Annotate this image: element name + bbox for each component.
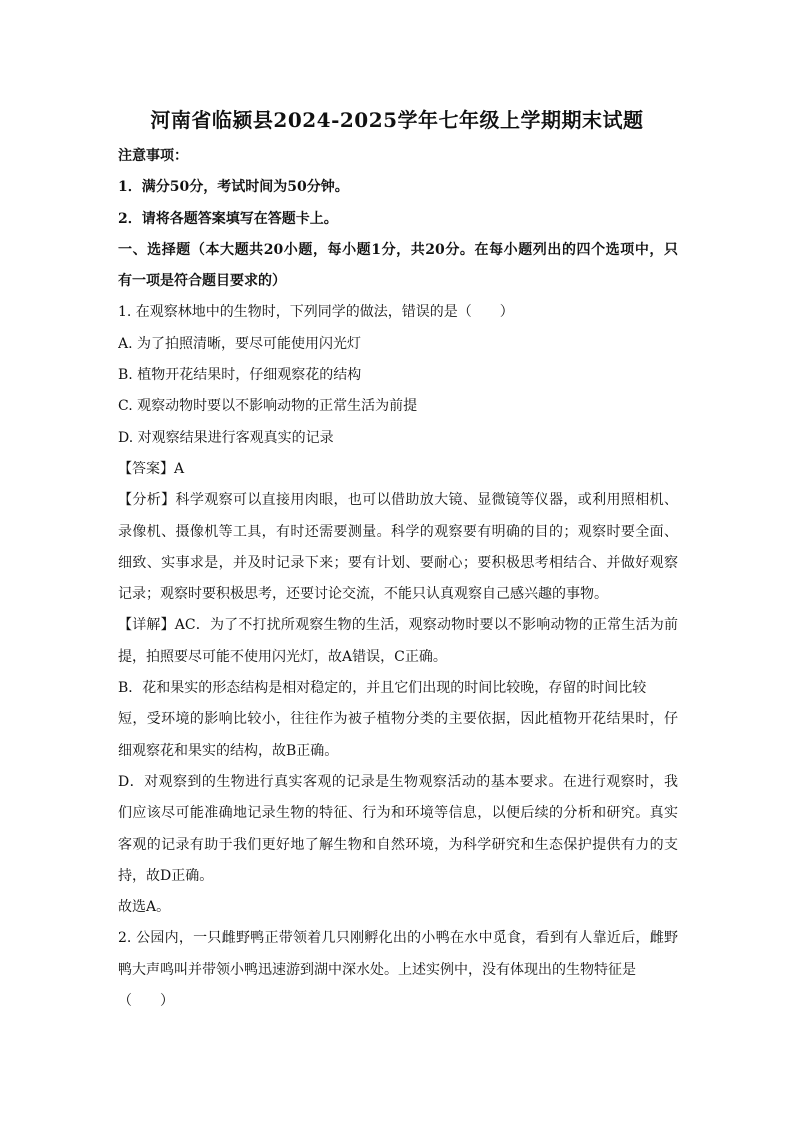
text-line: 【分析】科学观察可以直接用肉眼，也可以借助放大镜、显微镜等仪器，或利用照相机、	[118, 492, 678, 509]
text-line: A. 为了拍照清晰，要尽可能使用闪光灯	[118, 335, 362, 352]
text-line: 【答案】A	[118, 460, 185, 477]
text-line: 持，故D正确。	[118, 867, 214, 884]
text-line: 客观的记录有助于我们更好地了解生物和自然环境，为科学研究和生态保护提供有力的支	[118, 836, 678, 853]
text-line: 细观察花和果实的结构，故B正确。	[118, 742, 339, 759]
text-line: C. 观察动物时要以不影响动物的正常生活为前提	[118, 398, 418, 415]
text-line: 录像机、摄像机等工具，有时还需要测量。科学的观察要有明确的目的；观察时要全面、	[118, 523, 678, 540]
text-line: 细致、实事求是，并及时记录下来；要有计划、要耐心；要积极思考相结合、并做好观察	[118, 554, 678, 571]
text-line: 们应该尽可能准确地记录生物的特征、行为和环境等信息，以便后续的分析和研究。真实	[118, 805, 678, 822]
text-line: （ ）	[118, 993, 174, 1010]
text-line: 有一项是符合题目要求的）	[118, 273, 286, 290]
text-line: D. 对观察结果进行客观真实的记录	[118, 429, 334, 446]
text-line: 2. 公园内，一只雌野鸭正带领着几只刚孵化出的小鸭在水中觅食，看到有人靠近后，雌野	[118, 930, 678, 947]
text-line: 2．请将各题答案填写在答题卡上。	[118, 210, 338, 227]
text-line: 一、选择题（本大题共20小题，每小题1分，共20分。在每小题列出的四个选项中，只	[118, 241, 678, 258]
exam-title: 河南省临颍县2024-2025学年七年级上学期期末试题	[150, 108, 644, 132]
text-line: B．花和果实的形态结构是相对稳定的，并且它们出现的时间比较晚，存留的时间比较	[118, 680, 647, 697]
text-line: 【详解】AC．为了不打扰所观察生物的生活，观察动物时要以不影响动物的正常生活为前	[118, 617, 678, 634]
exam-body	[118, 141, 678, 1017]
text-line: 鸭大声鸣叫并带领小鸭迅速游到湖中深水处。上述实例中，没有体现出的生物特征是	[118, 961, 636, 978]
text-line: 故选A。	[118, 899, 171, 916]
text-line: D．对观察到的生物进行真实客观的记录是生物观察活动的基本要求。在进行观察时，我	[118, 773, 678, 790]
text-line: 提，拍照要尽可能不使用闪光灯，故A错误，C正确。	[118, 648, 447, 665]
text-line: 1．满分50分，考试时间为50分钟。	[118, 179, 349, 196]
text-line: 短，受环境的影响比较小，往往作为被子植物分类的主要依据，因此植物开花结果时，仔	[118, 711, 678, 728]
text-line: B. 植物开花结果时，仔细观察花的结构	[118, 367, 362, 384]
text-line: 记录；观察时要积极思考，还要讨论交流，不能只认真观察自己感兴趣的事物。	[118, 586, 608, 603]
text-line: 1. 在观察林地中的生物时，下列同学的做法，错误的是（ ）	[118, 304, 514, 321]
text-line: 注意事项：	[118, 148, 188, 164]
